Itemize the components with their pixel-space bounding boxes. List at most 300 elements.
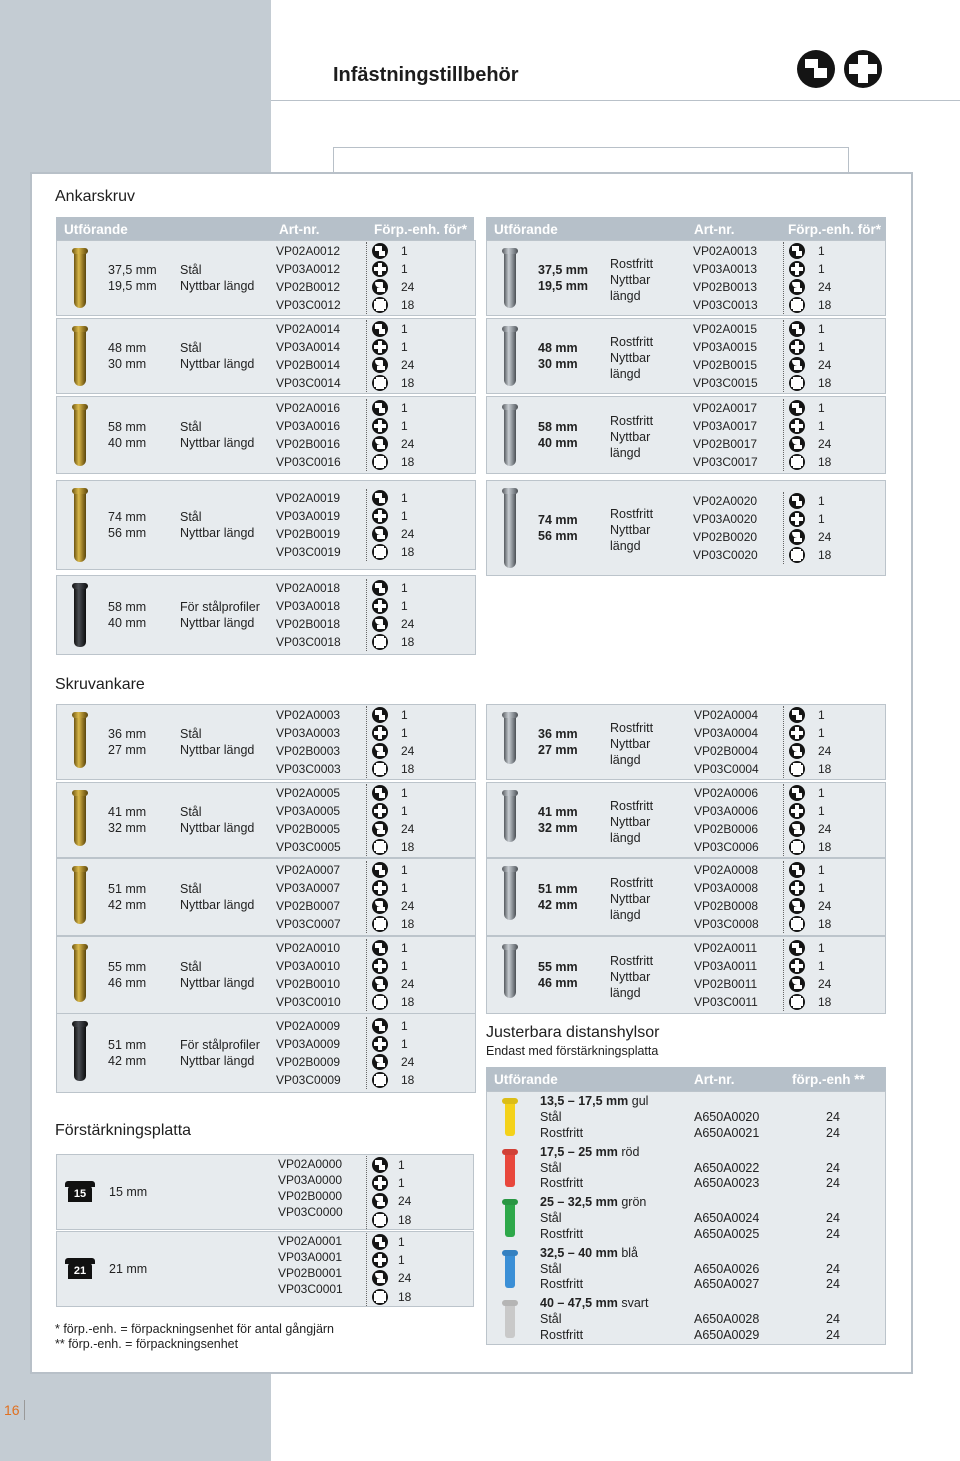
icon-cell [372, 399, 388, 417]
icon-cell [372, 1192, 388, 1210]
coupling-cross-icon [789, 916, 805, 932]
total-length: 51 mm [538, 882, 578, 896]
coupling-cross-icon [372, 1175, 388, 1191]
usable-length-label: längd [610, 367, 641, 381]
coupling-cross-icon [789, 547, 805, 563]
icon-cell [372, 525, 388, 543]
coupling-cross-icon [372, 725, 388, 741]
article-number: A650A0020 [694, 1110, 760, 1124]
total-length: 36 mm [108, 727, 147, 741]
sleeve-range [540, 1145, 639, 1159]
icon-cell [372, 417, 388, 435]
icon-cell [789, 957, 805, 975]
stainless-screw-image [504, 790, 516, 842]
coupling-pinned-icon [372, 1157, 388, 1173]
quantities [818, 939, 831, 1012]
color-label: röd [621, 1144, 640, 1159]
icon-cell [372, 957, 388, 975]
article-number: VP03A0010 [276, 958, 341, 973]
icon-cell [789, 492, 805, 510]
coupling-cross-icon [372, 1072, 388, 1088]
article-numbers [276, 242, 341, 315]
icon-cell [789, 242, 805, 260]
quantity: 24 [826, 1160, 840, 1175]
coupling-pinned-icon [789, 529, 805, 545]
article-number: VP03A0011 [694, 958, 758, 973]
article-numbers [276, 939, 341, 1012]
coupling-icons [366, 1017, 388, 1090]
usable-length: 40 mm [108, 616, 147, 630]
quantity: 1 [818, 862, 825, 877]
usable-length: 42 mm [538, 898, 578, 912]
range-label: 17,5 – 25 mm [540, 1144, 618, 1159]
dimension-labels [108, 959, 146, 991]
quantity: 1 [818, 880, 825, 895]
coupling-icons [366, 861, 388, 934]
article-number: A650A0021 [694, 1125, 760, 1140]
article-numbers [276, 1017, 341, 1090]
icon-cell [789, 975, 805, 993]
article-number: A650A0023 [694, 1176, 760, 1190]
article-number: VP03C0010 [276, 995, 341, 1010]
coupling-icons [783, 784, 805, 857]
material: Rostfritt [610, 507, 654, 521]
usable-length-label: Nyttbar [610, 351, 651, 365]
article-number: VP02B0000 [278, 1189, 343, 1203]
article-number: VP03A0006 [694, 803, 759, 818]
article-number: VP03A0019 [276, 508, 341, 523]
article-number: VP03C0012 [276, 298, 341, 313]
steel-screw-image [74, 248, 86, 308]
quantity: 1 [401, 940, 408, 955]
coupling-cross-icon [372, 839, 388, 855]
quantities [401, 939, 414, 1012]
quantity: 18 [401, 1073, 415, 1088]
usable-length: 40 mm [108, 436, 147, 450]
section-title-ankarskruv: Ankarskruv [55, 188, 136, 205]
quantity: 1 [401, 418, 408, 433]
coupling-icons [783, 399, 805, 472]
article-number: VP02B0013 [693, 279, 758, 294]
quantity: 1 [401, 490, 408, 505]
icon-cell [372, 1053, 388, 1071]
icon-cell [789, 453, 805, 471]
icon-cell [372, 1269, 388, 1287]
quantity: 1 [818, 707, 825, 722]
coupling-pinned-icon [789, 898, 805, 914]
article-number: A650A0029 [694, 1327, 760, 1342]
header-utforande: Utförande [494, 222, 558, 237]
usable-length: 32 mm [538, 821, 578, 835]
material-labels [180, 419, 254, 451]
quantity: 18 [401, 545, 415, 560]
quantity: 24 [401, 616, 415, 631]
quantities [401, 1017, 414, 1090]
quantity: 1 [818, 725, 825, 740]
usable-length: 56 mm [108, 526, 147, 540]
header-artnr: Art-nr. [279, 222, 320, 237]
steel-screw-image [74, 712, 86, 768]
stainless-screw-image [504, 944, 516, 998]
article-number: A650A0027 [694, 1277, 760, 1291]
quantity: 1 [401, 598, 408, 613]
icon-cell [789, 742, 805, 760]
coupling-cross-icon [789, 297, 805, 313]
quantity: 24 [826, 1327, 840, 1342]
usable-length: 27 mm [108, 743, 147, 757]
article-numbers [276, 489, 341, 562]
quantities [401, 242, 414, 315]
icon-cell [789, 338, 805, 356]
article-number: VP02A0016 [276, 400, 341, 415]
coupling-cross-icon [372, 1036, 388, 1052]
quantity: 24 [401, 976, 415, 991]
icon-cell [372, 1211, 388, 1229]
coupling-pinned-icon [789, 707, 805, 723]
coupling-cross-icon [372, 1289, 388, 1305]
material: Stål [540, 1261, 562, 1276]
coupling-cross-icon [789, 261, 805, 277]
coupling-pinned-icon [372, 1054, 388, 1070]
quantity: 18 [818, 455, 832, 470]
article-numbers [693, 320, 758, 393]
article-number: VP03C0020 [693, 548, 758, 563]
dimension-labels [538, 419, 578, 451]
icon-cell [372, 861, 388, 879]
article-number: VP03C0015 [693, 376, 758, 391]
icon-cell [789, 320, 805, 338]
quantity: 24 [401, 436, 415, 451]
quantity: 24 [398, 1194, 412, 1209]
quantity: 1 [401, 243, 408, 258]
coupling-icons [366, 489, 388, 562]
material: Rostfritt [610, 257, 654, 271]
steel-screw-image [74, 944, 86, 1002]
icon-cell [789, 897, 805, 915]
material: Stål [180, 960, 202, 974]
quantity: 1 [818, 243, 825, 258]
article-number: VP02B0019 [276, 526, 341, 541]
icon-cell [372, 706, 388, 724]
total-length: 58 mm [108, 600, 147, 614]
header-artnr: Art-nr. [694, 222, 735, 237]
coupling-icons [366, 399, 388, 472]
coupling-icons [366, 1156, 388, 1229]
coupling-icons [366, 939, 388, 1012]
footnote-1: * förp.-enh. = förpackningsenhet för antal gångjärn [55, 1322, 335, 1336]
coupling-pinned-icon [372, 1193, 388, 1209]
coupling-pinned-icon [372, 616, 388, 632]
quantity: 1 [401, 508, 408, 523]
material-labels [610, 334, 653, 382]
quantity: 1 [818, 940, 825, 955]
icon-cell [372, 296, 388, 314]
icon-cell [789, 510, 805, 528]
header-icons [797, 50, 882, 88]
coupling-pinned-icon [789, 279, 805, 295]
usable-length-label: längd [610, 986, 641, 1000]
dimension-labels [538, 804, 578, 836]
coupling-cross-icon [372, 598, 388, 614]
icon-cell [789, 356, 805, 374]
coupling-cross-icon [372, 339, 388, 355]
section-title-forstarkning: Förstärkningsplatta [55, 1122, 192, 1139]
quantity: 24 [401, 743, 415, 758]
icon-cell [372, 1174, 388, 1192]
coupling-pinned-icon [372, 580, 388, 596]
header-artnr: Art-nr. [694, 1072, 735, 1087]
stainless-screw-image [504, 866, 516, 920]
article-number: VP02A0020 [693, 493, 758, 508]
icon-cell [372, 597, 388, 615]
article-numbers [693, 242, 758, 315]
material: Stål [540, 1160, 562, 1175]
sleeve-range [540, 1296, 648, 1310]
coupling-cross-icon [789, 511, 805, 527]
coupling-cross-icon [789, 725, 805, 741]
dimension-labels [538, 726, 578, 758]
article-number: VP03C0014 [276, 376, 341, 391]
total-length: 37,5 mm [108, 263, 157, 277]
article-number: VP02A0005 [276, 785, 341, 800]
article-numbers [276, 579, 341, 652]
material: För stålprofiler [180, 600, 260, 614]
material: Stål [540, 1110, 562, 1124]
icon-cell [789, 838, 805, 856]
coupling-cross-icon [372, 1212, 388, 1228]
table-header-right [486, 217, 886, 241]
icon-cell [789, 724, 805, 742]
usable-length-label: Nyttbar [610, 430, 651, 444]
material-labels [180, 1037, 260, 1069]
coupling-cross-icon [372, 375, 388, 391]
coupling-cross-icon [372, 634, 388, 650]
usable-length: 46 mm [108, 976, 147, 990]
quantity: 1 [401, 707, 408, 722]
coupling-pinned-icon [372, 940, 388, 956]
coupling-icons [783, 939, 805, 1012]
material: För stålprofiler [180, 1038, 260, 1052]
quantity: 1 [398, 1253, 405, 1268]
article-number: VP02B0005 [276, 821, 341, 836]
icon-cell [789, 939, 805, 957]
usable-length-label: Nyttbar [610, 737, 651, 751]
usable-length-label: Nyttbar längd [180, 357, 255, 371]
icon-cell [372, 1035, 388, 1053]
usable-length: 46 mm [538, 976, 578, 990]
article-number: VP02A0008 [694, 862, 759, 877]
icon-cell [789, 993, 805, 1011]
coupling-cross-icon [789, 803, 805, 819]
footnote-2: ** förp.-enh. = förpackningsenhet [55, 1337, 239, 1351]
header-forp: förp.-enh ** [792, 1072, 865, 1087]
coupling-pinned-icon [789, 821, 805, 837]
stainless-screw-image [504, 404, 516, 466]
quantity: 24 [826, 1110, 840, 1124]
icon-cell [372, 1017, 388, 1035]
article-number: VP03C0003 [276, 762, 341, 777]
coupling-cross-icon [789, 418, 805, 434]
coupling-cross-icon [789, 761, 805, 777]
material-labels [610, 720, 653, 768]
material: Rostfritt [540, 1327, 584, 1342]
quantities [401, 784, 414, 857]
usable-length-label: Nyttbar [610, 815, 651, 829]
icon-cell [789, 417, 805, 435]
article-number: VP03C0004 [694, 762, 759, 777]
icon-cell [789, 546, 805, 564]
quantity: 1 [818, 511, 825, 526]
icon-cell [372, 356, 388, 374]
article-number: VP03A0014 [276, 339, 341, 354]
icon-cell [372, 1233, 388, 1251]
icon-cell [372, 1288, 388, 1306]
quantities [818, 399, 831, 472]
material-labels [610, 953, 653, 1001]
coupling-cross-icon [789, 880, 805, 896]
usable-length: 27 mm [538, 743, 578, 757]
quantity: 18 [401, 762, 415, 777]
coupling-pinned-icon [372, 400, 388, 416]
spacer-sleeve-image [505, 1250, 515, 1288]
material-labels [180, 509, 254, 541]
material-labels [610, 798, 653, 846]
coupling-pinned-icon [372, 243, 388, 259]
article-numbers [694, 784, 759, 857]
quantities [398, 1233, 411, 1306]
quantity: 24 [398, 1271, 412, 1286]
dimension-labels [108, 262, 157, 294]
coupling-pinned-icon [789, 400, 805, 416]
usable-length-label: längd [610, 446, 641, 460]
coupling-cross-icon [372, 544, 388, 560]
usable-length-label: Nyttbar längd [180, 436, 255, 450]
material: Rostfritt [610, 414, 654, 428]
article-numbers [693, 492, 758, 565]
header-forp: Förp.-enh. för* [788, 222, 881, 237]
material-labels [610, 506, 653, 554]
article-number: VP02B0008 [694, 898, 759, 913]
coupling-cross-icon [372, 508, 388, 524]
article-numbers [276, 320, 341, 393]
section-note-justerbara: Endast med förstärkningsplatta [486, 1044, 659, 1058]
usable-length: 32 mm [108, 821, 147, 835]
article-number: A650A0026 [694, 1261, 760, 1276]
plate-dimension: 15 mm [109, 1185, 148, 1199]
quantity: 24 [401, 1054, 415, 1069]
icon-cell [372, 879, 388, 897]
article-number: VP02A0018 [276, 580, 341, 595]
material: Rostfritt [610, 721, 654, 735]
quantities [818, 242, 831, 315]
article-number: VP02B0020 [693, 529, 758, 544]
quantities [818, 784, 831, 857]
dimension-labels [538, 262, 588, 294]
coupling-pinned-icon [372, 821, 388, 837]
quantity: 18 [398, 1212, 412, 1227]
coupling-icons [783, 320, 805, 393]
total-length: 74 mm [108, 510, 147, 524]
icon-cell [372, 760, 388, 778]
coupling-cross-icon [789, 958, 805, 974]
quantities [401, 706, 414, 779]
article-number: VP02B0017 [693, 436, 758, 451]
quantities [401, 579, 414, 652]
material: Rostfritt [540, 1277, 584, 1291]
article-number: VP03C0007 [276, 917, 341, 932]
quantity: 24 [818, 898, 832, 913]
coupling-pinned-icon [797, 50, 835, 88]
black-screw-image [74, 1021, 86, 1081]
quantity: 24 [401, 821, 415, 836]
coupling-cross-icon [372, 916, 388, 932]
quantity: 18 [818, 917, 832, 932]
quantity: 24 [818, 743, 832, 758]
icon-cell [372, 260, 388, 278]
quantity: 1 [401, 785, 408, 800]
stainless-screw-image [504, 712, 516, 764]
coupling-pinned-icon [372, 862, 388, 878]
total-length: 74 mm [538, 513, 578, 527]
usable-length-label: Nyttbar [610, 523, 651, 537]
total-length: 48 mm [108, 341, 147, 355]
coupling-cross-icon [372, 261, 388, 277]
usable-length-label: Nyttbar längd [180, 821, 255, 835]
quantity: 18 [818, 548, 832, 563]
article-number: VP03A0008 [694, 880, 759, 895]
material: Stål [180, 805, 202, 819]
usable-length: 30 mm [538, 357, 578, 371]
quantities [401, 399, 414, 472]
quantities [401, 320, 414, 393]
article-number: VP02A0017 [693, 400, 758, 415]
sleeve-range [540, 1195, 646, 1209]
table-header-left [56, 217, 474, 241]
quantity: 1 [401, 261, 408, 276]
total-length: 41 mm [538, 805, 578, 819]
icon-cell [789, 915, 805, 933]
quantity: 18 [401, 455, 415, 470]
stainless-screw-image [504, 488, 516, 568]
icon-cell [789, 879, 805, 897]
quantity: 24 [818, 357, 832, 372]
article-numbers [276, 784, 341, 857]
coupling-pinned-icon [372, 436, 388, 452]
quantity: 1 [401, 725, 408, 740]
spacer-sleeve-image [505, 1098, 515, 1136]
icon-cell [372, 615, 388, 633]
usable-length-label: Nyttbar längd [180, 743, 255, 757]
article-number: VP02A0014 [276, 321, 341, 336]
dimension-labels [108, 881, 146, 913]
coupling-pinned-icon [372, 898, 388, 914]
usable-length-label: längd [610, 831, 641, 845]
material-labels [180, 804, 254, 836]
quantity: 1 [818, 321, 825, 336]
coupling-cross-icon [789, 454, 805, 470]
quantity: 24 [401, 279, 415, 294]
icon-cell [372, 374, 388, 392]
coupling-pinned-icon [789, 940, 805, 956]
article-number: VP02B0007 [276, 898, 341, 913]
usable-length-label: Nyttbar [610, 892, 651, 906]
article-number: VP02B0009 [276, 1054, 341, 1069]
material-labels [180, 599, 260, 631]
color-label: gul [631, 1094, 649, 1108]
icon-cell [789, 374, 805, 392]
quantity: 1 [398, 1235, 405, 1249]
coupling-pinned-icon [372, 357, 388, 373]
